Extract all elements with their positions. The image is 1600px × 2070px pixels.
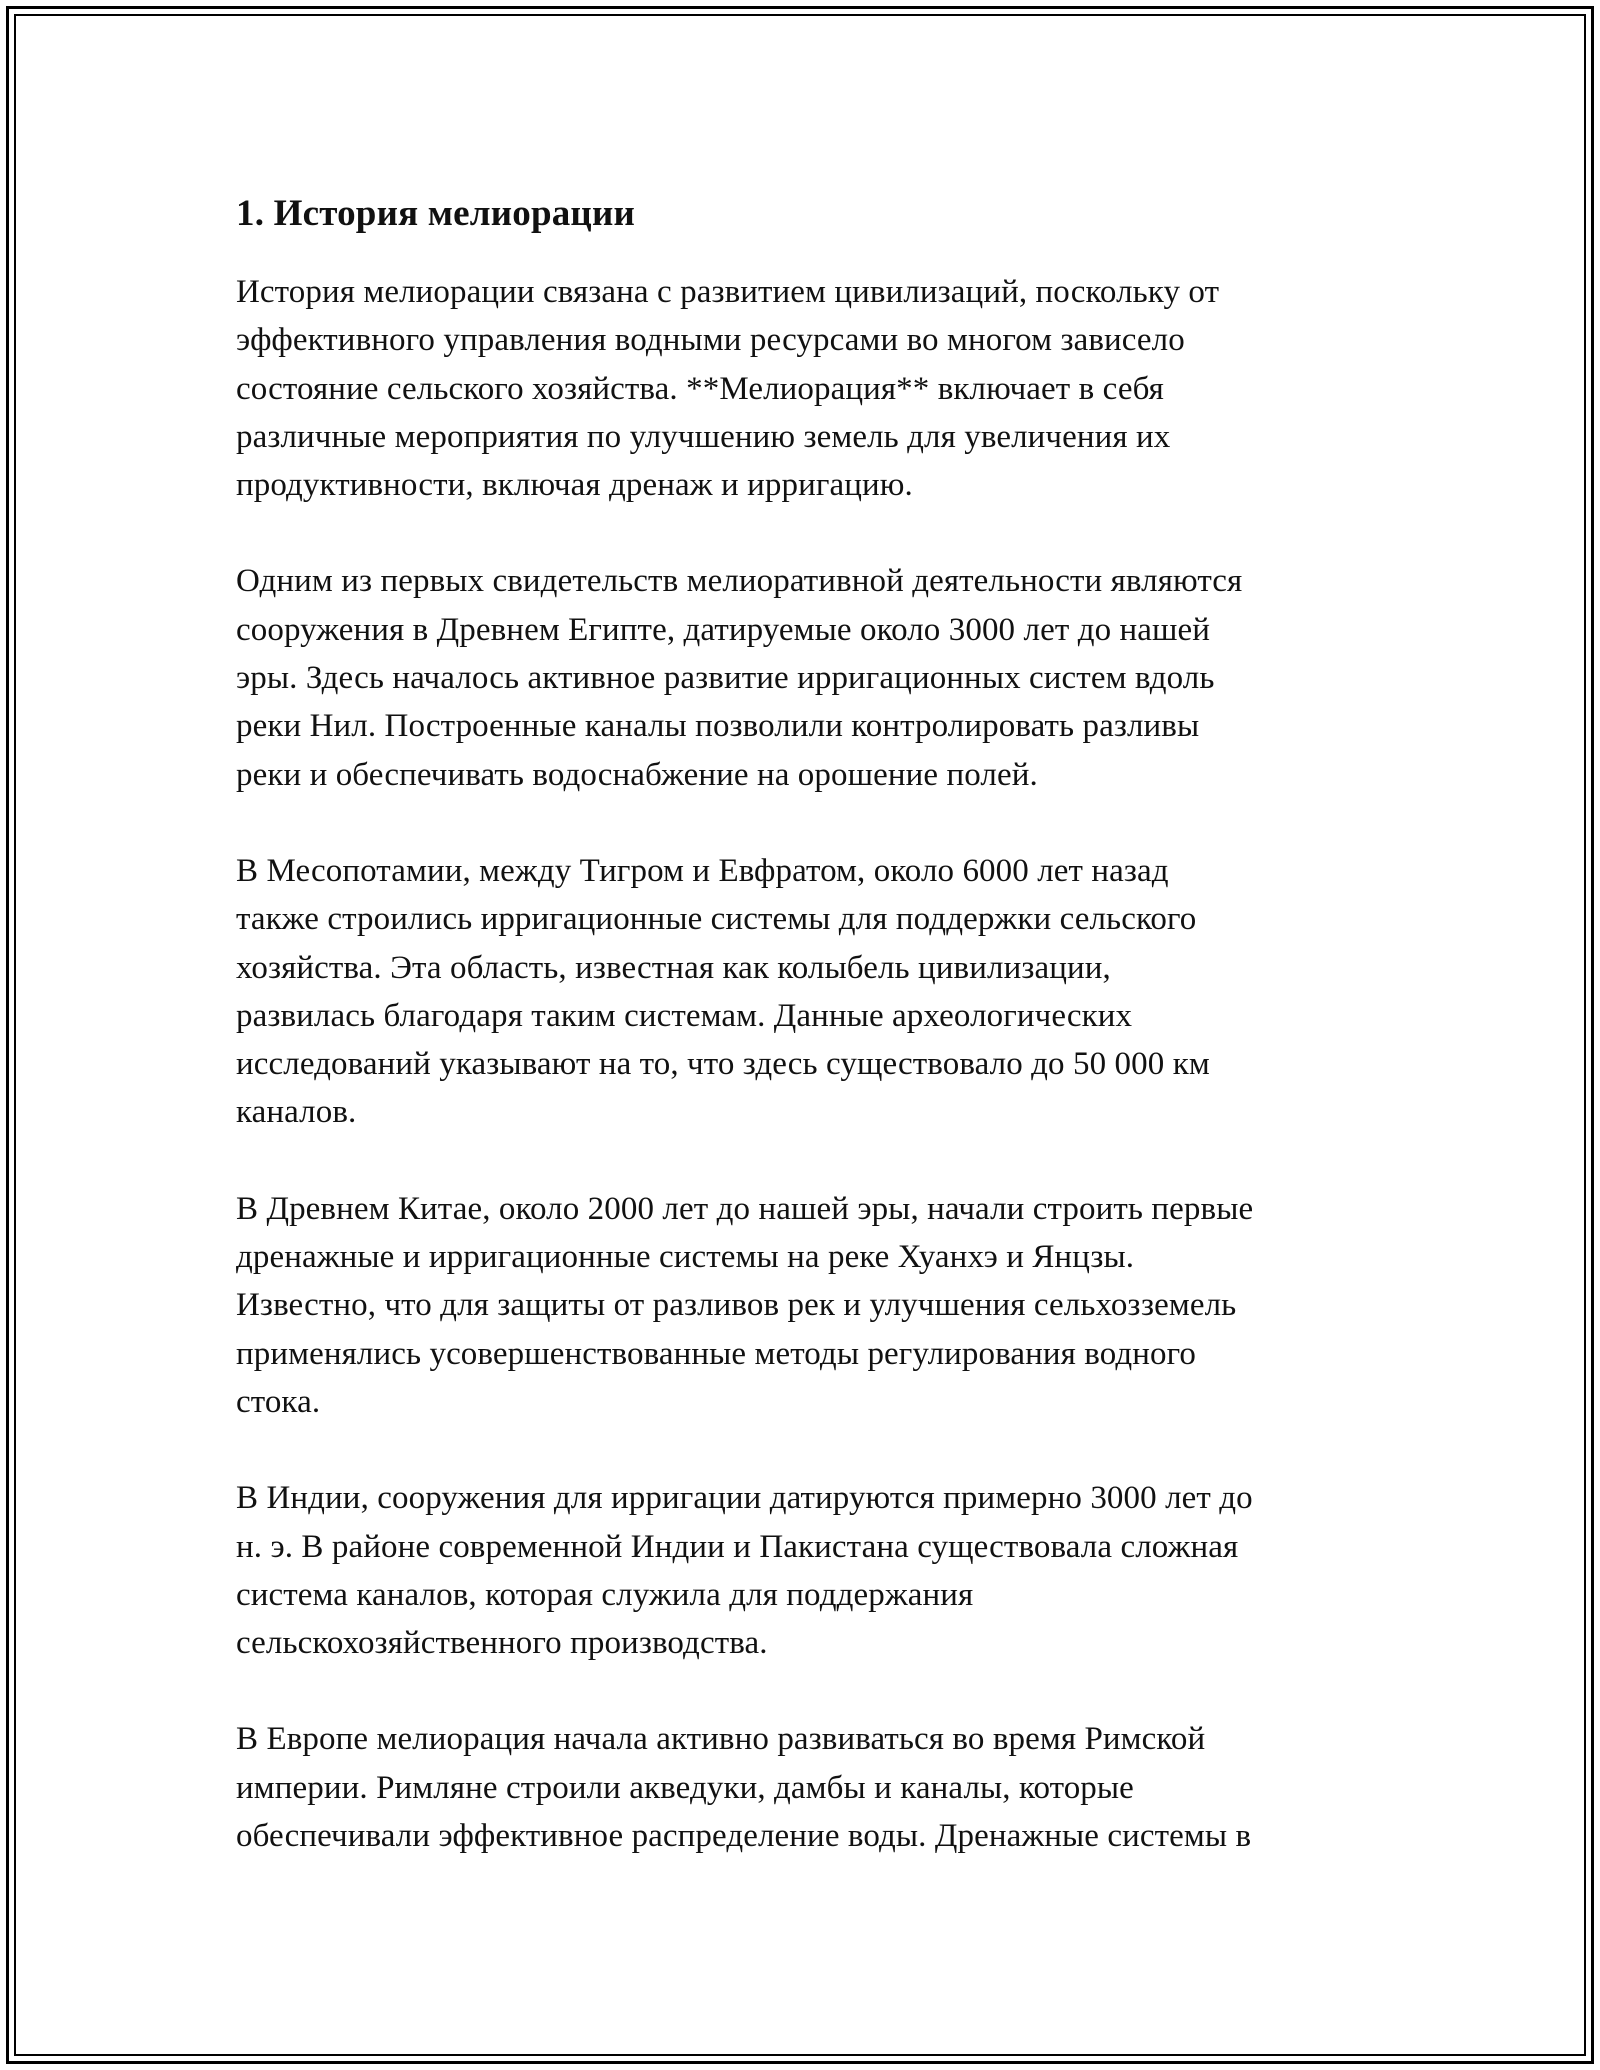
- paragraph-egypt: Одним из первых свидетельств мелиоративной деятельности являются сооружения в Древнем Египте, датируемые около 3000 лет до нашей эры. Здесь началось активное развитие ирригационных систем вдоль реки Нил. Построенные каналы позволили контролировать разливы реки и обеспечивать водоснабжение на орошение полей.: [236, 563, 1243, 793]
- paragraph-china: В Древнем Китае, около 2000 лет до нашей эры, начали строить первые дренажные и ирригационные системы на реке Хуанхэ и Янцзы. Известно, что для защиты от разливов рек и улучшения сельхозземель применялись усовершенствованные методы регулирования водного стока.: [236, 1190, 1254, 1420]
- paragraph-mesopotamia: В Месопотамии, между Тигром и Евфратом, около 6000 лет назад также строились ирригационные системы для поддержки сельского хозяйства. Эта область, известная как колыбель цивилизации, развилась благодаря таким системам. Данные археологических исследований указывают на то, что здесь существовало до 50 000 км каналов.: [236, 852, 1210, 1131]
- paragraph-india: В Индии, сооружения для ирригации датируются примерно 3000 лет до н. э. В районе современной Индии и Пакистана существовала сложная система каналов, которая служила для поддержания сельскохозяйственного производства.: [236, 1480, 1253, 1662]
- section-heading: 1. История мелиорации: [236, 193, 635, 234]
- document-body: [236, 186, 1376, 1908]
- paragraph-intro: История мелиорации связана с развитием цивилизаций, поскольку от эффективного управления водными ресурсами во многом зависело состояние сельского хозяйства. **Мелиорация** включает в себя различные мероприятия по улучшению земель для увеличения их продуктивности, включая дренаж и ирригацию.: [236, 274, 1220, 504]
- paragraph-europe: В Европе мелиорация начала активно развиваться во время Римской империи. Римляне строили акведуки, дамбы и каналы, которые обеспечивали эффективное распределение воды. Дренажные системы в: [236, 1721, 1252, 1855]
